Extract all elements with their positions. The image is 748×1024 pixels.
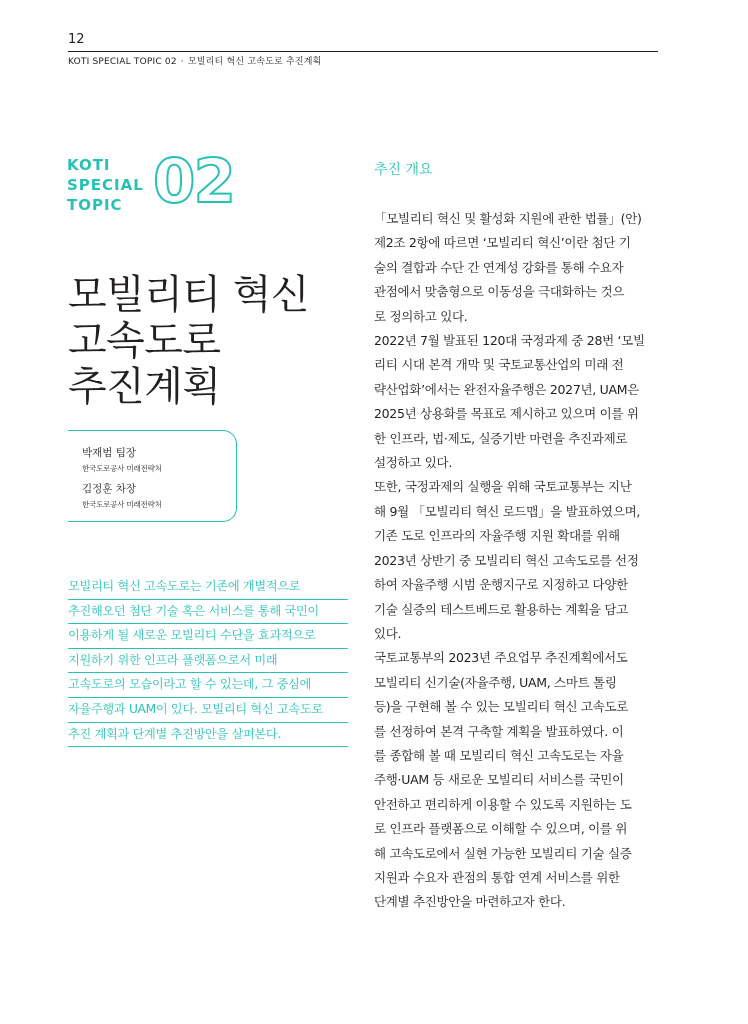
body-line: 해 9월 「모빌리티 혁신 로드맵」을 발표하였으며,: [374, 503, 641, 519]
body-line: 한 인프라, 법·제도, 실증기반 마련을 추진과제로: [374, 430, 628, 446]
header-separator: ·: [180, 57, 184, 67]
author-entry: [82, 482, 162, 510]
topic-number: 02: [153, 146, 234, 217]
summary-line: 지원하기 위한 인프라 플랫폼으로서 미래: [68, 649, 348, 674]
body-line: 기존 도로 인프라의 자율주행 지원 확대를 위해: [374, 528, 620, 544]
author-entry: [82, 446, 162, 474]
body-text: [374, 207, 658, 915]
body-line: 「모빌리티 혁신 및 활성화 지원에 관한 법률」(안): [374, 211, 642, 226]
body-line: 주행·UAM 등 새로운 모빌리티 서비스를 국민이: [374, 772, 624, 788]
header-rule: [68, 51, 658, 52]
summary-line: 이용하게 될 새로운 모빌리티 수단을 효과적으로: [68, 624, 348, 649]
topic-label-line: SPECIAL: [67, 176, 144, 194]
body-line: 략산업화’에서는 완전자율주행은 2027년, UAM은: [374, 381, 639, 397]
author-box: [68, 430, 237, 522]
body-line: 2022년 7월 발표된 120대 국정과제 중 28번 ‘모빌: [374, 333, 645, 349]
body-line: 국토교통부의 2023년 주요업무 추진계획에서도: [374, 650, 628, 666]
article-summary: [68, 575, 348, 747]
summary-line: 고속도로의 모습이라고 할 수 있는데, 그 중심에: [68, 673, 348, 698]
body-line: 로 정의하고 있다.: [374, 308, 468, 324]
article-short-title: 모빌리티 혁신 고속도로 추진계획: [187, 57, 322, 67]
body-line: 를 종합해 볼 때 모빌리티 혁신 고속도로는 자율: [374, 747, 624, 763]
author-name: 박재범 팀장: [82, 447, 137, 459]
summary-line: 모빌리티 혁신 고속도로는 기존에 개별적으로: [68, 575, 348, 600]
page-header: [68, 31, 658, 69]
topic-label-line: KOTI: [67, 156, 111, 174]
topic-label-line: TOPIC: [67, 196, 123, 214]
author-org: 한국도로공사 미래전략처: [82, 464, 162, 473]
body-line: 또한, 국정과제의 실행을 위해 국토교통부는 지난: [374, 479, 632, 495]
body-line: 관점에서 맞춤형으로 이동성을 극대화하는 것으: [374, 284, 625, 300]
summary-line: 추진해오던 첨단 기술 혹은 서비스를 통해 국민이: [68, 600, 348, 625]
section-heading: 추진 개요: [374, 162, 433, 178]
running-header: [68, 55, 658, 69]
publication-name: KOTI SPECIAL TOPIC 02: [68, 57, 177, 67]
topic-label: [67, 155, 157, 215]
body-line: 있다.: [374, 625, 402, 641]
title-line: 고속도로: [68, 318, 221, 364]
body-line: 리티 시대 본격 개막 및 국토교통산업의 미래 전: [374, 357, 624, 373]
article-title: [68, 272, 338, 410]
body-line: 2023년 상반기 중 모빌리티 혁신 고속도로를 선정: [374, 552, 639, 568]
page-number: 12: [68, 32, 85, 47]
author-name: 김정훈 차장: [82, 483, 137, 495]
body-line: 안전하고 편리하게 이용할 수 있도록 지원하는 도: [374, 796, 632, 812]
body-line: 로 인프라 플랫폼으로 이해할 수 있으며, 이를 위: [374, 821, 628, 837]
body-line: 제2조 2항에 따르면 ‘모빌리티 혁신’이란 첨단 기: [374, 235, 631, 251]
body-line: 설정하고 있다.: [374, 455, 452, 471]
summary-line: 추진 계획과 단계별 추진방안을 살펴본다.: [68, 723, 348, 748]
body-line: 해 고속도로에서 실현 가능한 모빌리티 기술 실증: [374, 845, 632, 861]
body-line: 2025년 상용화를 목표로 제시하고 있으며 이를 위: [374, 406, 639, 422]
body-line: 하여 자율주행 시범 운행지구로 지정하고 다양한: [374, 577, 628, 593]
body-line: 모빌리티 신기술(자율주행, UAM, 스마트 톨링: [374, 674, 617, 690]
body-line: 를 선정하여 본격 구축할 계획을 발표하였다. 이: [374, 723, 624, 739]
body-line: 단계별 추진방안을 마련하고자 한다.: [374, 894, 566, 910]
title-line: 추진계획: [68, 364, 221, 410]
body-line: 지원과 수요자 관점의 통합 연계 서비스를 위한: [374, 869, 620, 885]
summary-line: 자율주행과 UAM이 있다. 모빌리티 혁신 고속도로: [68, 698, 348, 723]
author-org: 한국도로공사 미래전략처: [82, 500, 162, 509]
body-line: 등)을 구현해 볼 수 있는 모빌리티 혁신 고속도로: [374, 699, 629, 715]
body-line: 술의 결합과 수단 간 연계성 강화를 통해 수요자: [374, 259, 624, 275]
body-line: 기술 실증의 테스트베드로 활용하는 계획을 담고: [374, 601, 628, 617]
title-line: 모빌리티 혁신: [68, 272, 310, 318]
